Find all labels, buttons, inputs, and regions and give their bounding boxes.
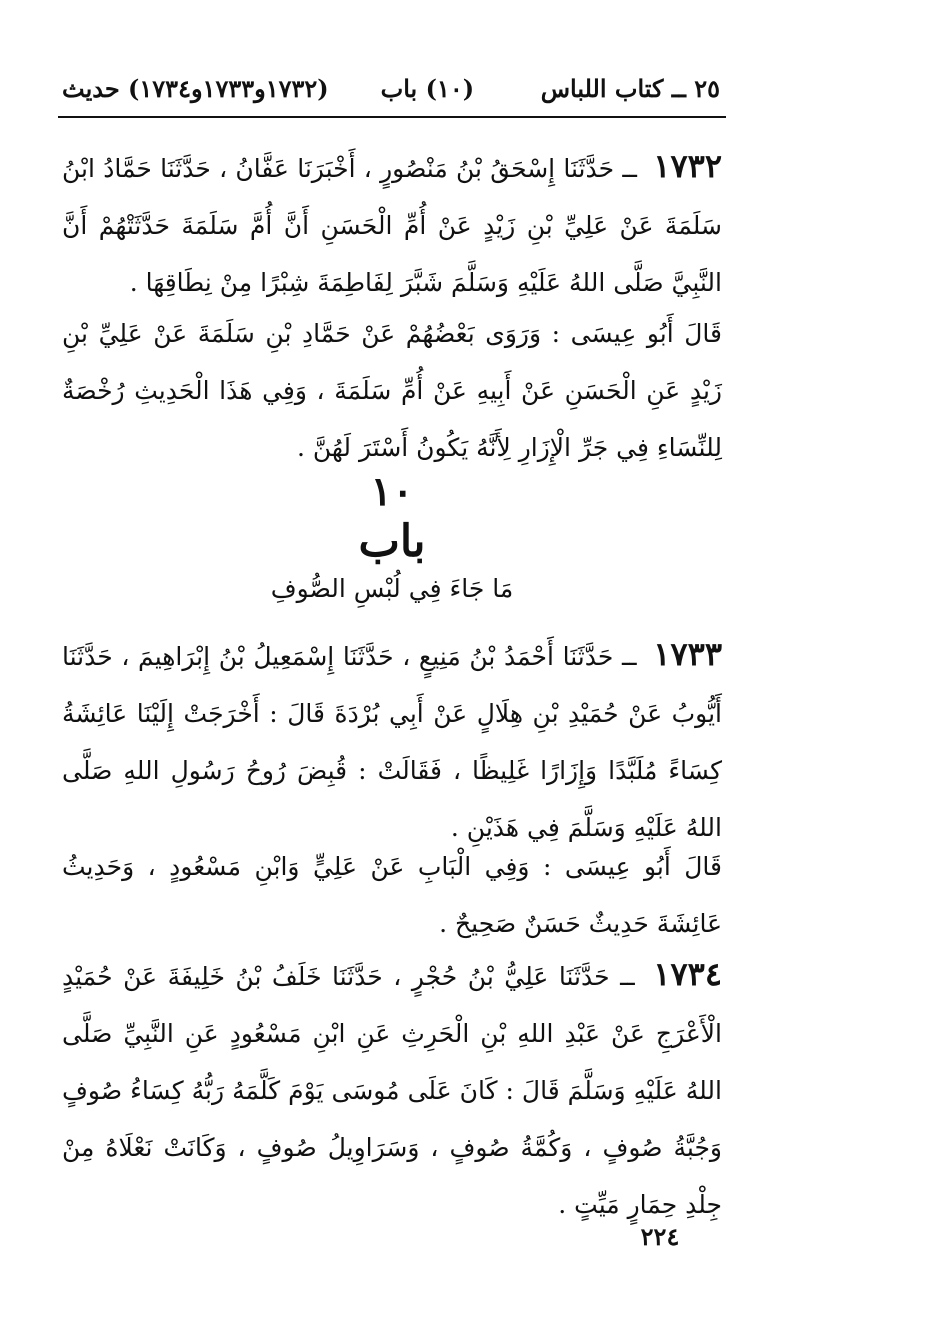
header-rule	[58, 116, 726, 118]
commentary-1733	[62, 838, 722, 952]
page-number: ٢٢٤	[640, 1222, 680, 1251]
section-title: مَا جَاءَ فِي لُبْسِ الصُّوفِ	[270, 574, 514, 603]
running-header	[62, 66, 720, 110]
hadith-1734	[62, 946, 722, 1233]
hadith-1732	[62, 138, 722, 311]
hadith-1733	[62, 626, 722, 856]
hadith-number: ١٧٣٢	[653, 147, 722, 185]
header-hadith-range: (١٧٣٢و١٧٣٣و١٧٣٤) حديث	[62, 73, 329, 103]
commentary-text: قَالَ أَبُو عِيسَى : وَرَوَى بَعْضُهُمْ عَنْ حَمَّادِ بْنِ سَلَمَةَ عَنْ عَلِيِّ بْنِ زَيْدٍ عَنِ الْحَسَنِ عَنْ أَبِيهِ عَنْ أُمِّ سَلَمَةَ ، وَفِي هَذَا الْحَدِيثِ رُخْصَةٌ لِلنِّسَاءِ فِي جَرِّ الْإِزَارِ لِأَنَّهُ يَكُونُ أَسْتَرَ لَهُنَّ .	[62, 319, 722, 462]
header-chapter: (١٠) باب	[380, 73, 475, 103]
hadith-number: ١٧٣٤	[653, 955, 722, 993]
hadith-number: ١٧٣٣	[653, 635, 723, 673]
section-label: باب	[358, 516, 426, 567]
hadith-text: ــ حَدَّثَنَا أَحْمَدُ بْنُ مَنِيعٍ ، حَدَّثَنَا إِسْمَعِيلُ بْنُ إِبْرَاهِيمَ ، حَدَّثَنَا أَيُّوبُ عَنْ حُمَيْدِ بْنِ هِلَالٍ عَنْ أَبِي بُرْدَةَ قَالَ : أَخْرَجَتْ إِلَيْنَا عَائِشَةُ كِسَاءً مُلَبَّدًا وَإِزَارًا غَلِيظًا ، فَقَالَتْ : قُبِضَ رُوحُ رَسُولِ اللهِ صَلَّى اللهُ عَلَيْهِ وَسَلَّمَ فِي هَذَيْنِ .	[62, 642, 722, 842]
header-book-title: ٢٥ ــ كتاب اللباس	[540, 73, 720, 103]
hadith-text: ــ حَدَّثَنَا عَلِيُّ بْنُ حُجْرٍ ، حَدَّثَنَا خَلَفُ بْنُ خَلِيفَةَ عَنْ حُمَيْدٍ الْأَعْرَجِ عَنْ عَبْدِ اللهِ بْنِ الْحَرِثِ عَنِ ابْنِ مَسْعُودٍ عَنِ النَّبِيِّ صَلَّى اللهُ عَلَيْهِ وَسَلَّمَ قَالَ : كَانَ عَلَى مُوسَى يَوْمَ كَلَّمَهُ رَبُّهُ كِسَاءُ صُوفٍ وَجُبَّةُ صُوفٍ ، وَكُمَّةُ صُوفٍ ، وَسَرَاوِيلُ صُوفٍ ، وَكَانَتْ نَعْلَاهُ مِنْ جِلْدِ حِمَارٍ مَيِّتٍ .	[62, 962, 722, 1219]
section-number: ١٠	[370, 468, 414, 515]
header-left-group	[62, 74, 474, 103]
commentary-text: قَالَ أَبُو عِيسَى : وَفِي الْبَابِ عَنْ عَلِيٍّ وَابْنِ مَسْعُودٍ ، وَحَدِيثُ عَائِشَةَ حَدِيثٌ حَسَنٌ صَحِيحٌ .	[62, 852, 722, 938]
hadith-text: ــ حَدَّثَنَا إِسْحَقُ بْنُ مَنْصُورٍ ، أَخْبَرَنَا عَفَّانُ ، حَدَّثَنَا حَمَّادُ ابْنُ سَلَمَةَ عَنْ عَلِيِّ بْنِ زَيْدٍ عَنْ أُمِّ الْحَسَنِ أَنَّ أُمَّ سَلَمَةَ حَدَّثَتْهُمْ أَنَّ النَّبِيَّ صَلَّى اللهُ عَلَيْهِ وَسَلَّمَ شَبَّرَ لِفَاطِمَةَ شِبْرًا مِنْ نِطَاقِهَا .	[62, 154, 722, 297]
commentary-1732	[62, 305, 722, 476]
